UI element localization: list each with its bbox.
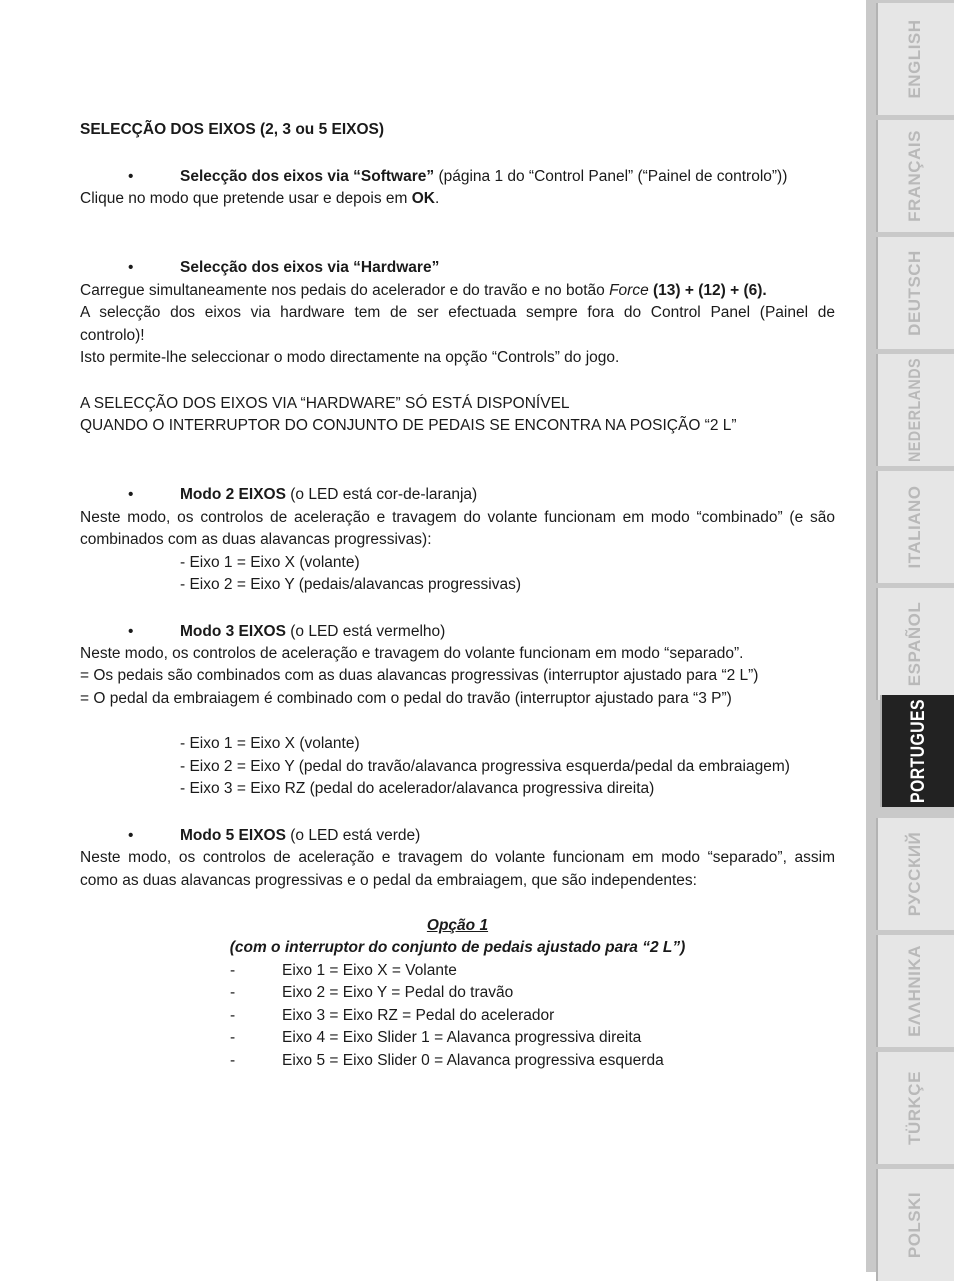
mode5-line-1: Neste modo, os controlos de aceleração e travagem do volante funcionam em modo “separado”, assim [80, 849, 835, 866]
bullet: • [128, 623, 134, 640]
language-tab-italiano: ITALIANO [876, 471, 954, 583]
mode5-bullet-text: Modo 5 EIXOS (o LED está verde) [180, 827, 421, 844]
mode5-line-2: como as duas alavancas progressivas e o pedal da embraiagem, que são independentes: [80, 872, 697, 889]
mode2-line-1: Neste modo, os controlos de aceleração e travagem do volante funcionam em modo “combinado” (e são [80, 509, 835, 526]
option-subtitle: (com o interruptor do conjunto de pedais ajustado para “2 L”) [229, 939, 686, 956]
language-tab-polski: POLSKI [876, 1169, 954, 1281]
hardware-paragraph-2-line-1: A selecção dos eixos via hardware tem de ser efectuada sempre fora do Control Panel (Painel de [80, 304, 835, 321]
option-title: Opção 1 [426, 917, 489, 934]
list-dash: - [230, 1007, 236, 1024]
list-dash: - [230, 1052, 236, 1069]
mode3-line-1: Neste modo, os controlos de aceleração e travagem do volante funcionam em modo “separado”. [80, 645, 744, 662]
mode3-axis: - Eixo 1 = Eixo X (volante) [180, 735, 360, 752]
hardware-caps-line-1: A SELECÇÃO DOS EIXOS VIA “HARDWARE” SÓ ESTÁ DISPONÍVEL [80, 395, 570, 412]
mode5-axis: Eixo 4 = Eixo Slider 1 = Alavanca progressiva direita [282, 1029, 642, 1046]
section-heading: SELECÇÃO DOS EIXOS (2, 3 ou 5 EIXOS) [80, 121, 385, 138]
mode3-bullet-text: Modo 3 EIXOS (o LED está vermelho) [180, 623, 446, 640]
hardware-paragraph-3: Isto permite-lhe seleccionar o modo directamente na opção “Controls” do jogo. [80, 349, 620, 366]
mode2-line-2: combinados com as duas alavancas progressivas): [80, 531, 432, 548]
mode5-axis: Eixo 5 = Eixo Slider 0 = Alavanca progressiva esquerda [282, 1052, 664, 1069]
language-tab-turkce: TÜRKÇE [876, 1052, 954, 1164]
mode3-axis: - Eixo 2 = Eixo Y (pedal do travão/alavanca progressiva esquerda/pedal da embraiagem) [180, 758, 790, 775]
bullet: • [128, 259, 134, 276]
list-dash: - [230, 1029, 236, 1046]
software-bullet-text: Selecção dos eixos via “Software” (página 1 do “Control Panel” (“Painel de controlo”)) [180, 168, 788, 185]
language-tab-english: ENGLISH [876, 3, 954, 115]
mode5-axis: Eixo 1 = Eixo X = Volante [282, 962, 457, 979]
mode5-axis: Eixo 3 = Eixo RZ = Pedal do acelerador [282, 1007, 555, 1024]
language-tab-nederlands: NEDERLANDS [876, 354, 954, 466]
list-dash: - [230, 962, 236, 979]
mode3-line-2: = Os pedais são combinados com as duas alavancas progressivas (interruptor ajustado para “2 L”) [80, 667, 759, 684]
hardware-caps-line-2: QUANDO O INTERRUPTOR DO CONJUNTO DE PEDAIS SE ENCONTRA NA POSIÇÃO “2 L” [80, 417, 737, 434]
mode2-axis: - Eixo 1 = Eixo X (volante) [180, 554, 360, 571]
language-tabs [866, 0, 954, 1272]
bullet: • [128, 486, 134, 503]
mode5-axis: Eixo 2 = Eixo Y = Pedal do travão [282, 984, 514, 1001]
mode3-axis: - Eixo 3 = Eixo RZ (pedal do acelerador/alavanca progressiva direita) [180, 780, 655, 797]
mode2-bullet-text: Modo 2 EIXOS (o LED está cor-de-laranja) [180, 486, 478, 503]
software-instruction: Clique no modo que pretende usar e depois em OK. [80, 190, 440, 207]
language-tab-deutsch: DEUTSCH [876, 237, 954, 349]
language-tab-russian: РУССКИЙ [876, 818, 954, 930]
list-dash: - [230, 984, 236, 1001]
hardware-paragraph-2-line-2: controlo)! [80, 327, 145, 344]
language-tab-portugues: PORTUGUES [880, 695, 954, 807]
language-tab-francais: FRANÇAIS [876, 120, 954, 232]
hardware-paragraph-1: Carregue simultaneamente nos pedais do acelerador e do travão e no botão Force (13) + (12) + (6). [80, 282, 767, 299]
language-tab-greek: ΕΛΛΗΝΙΚΑ [876, 935, 954, 1047]
hardware-bullet-text: Selecção dos eixos via “Hardware” [180, 259, 440, 276]
mode2-axis: - Eixo 2 = Eixo Y (pedais/alavancas progressivas) [180, 576, 522, 593]
mode3-line-3: = O pedal da embraiagem é combinado com o pedal do travão (interruptor ajustado para “3 P”) [80, 690, 732, 707]
language-tab-espanol: ESPAÑOL [876, 588, 954, 700]
bullet: • [128, 168, 134, 185]
bullet: • [128, 827, 134, 844]
